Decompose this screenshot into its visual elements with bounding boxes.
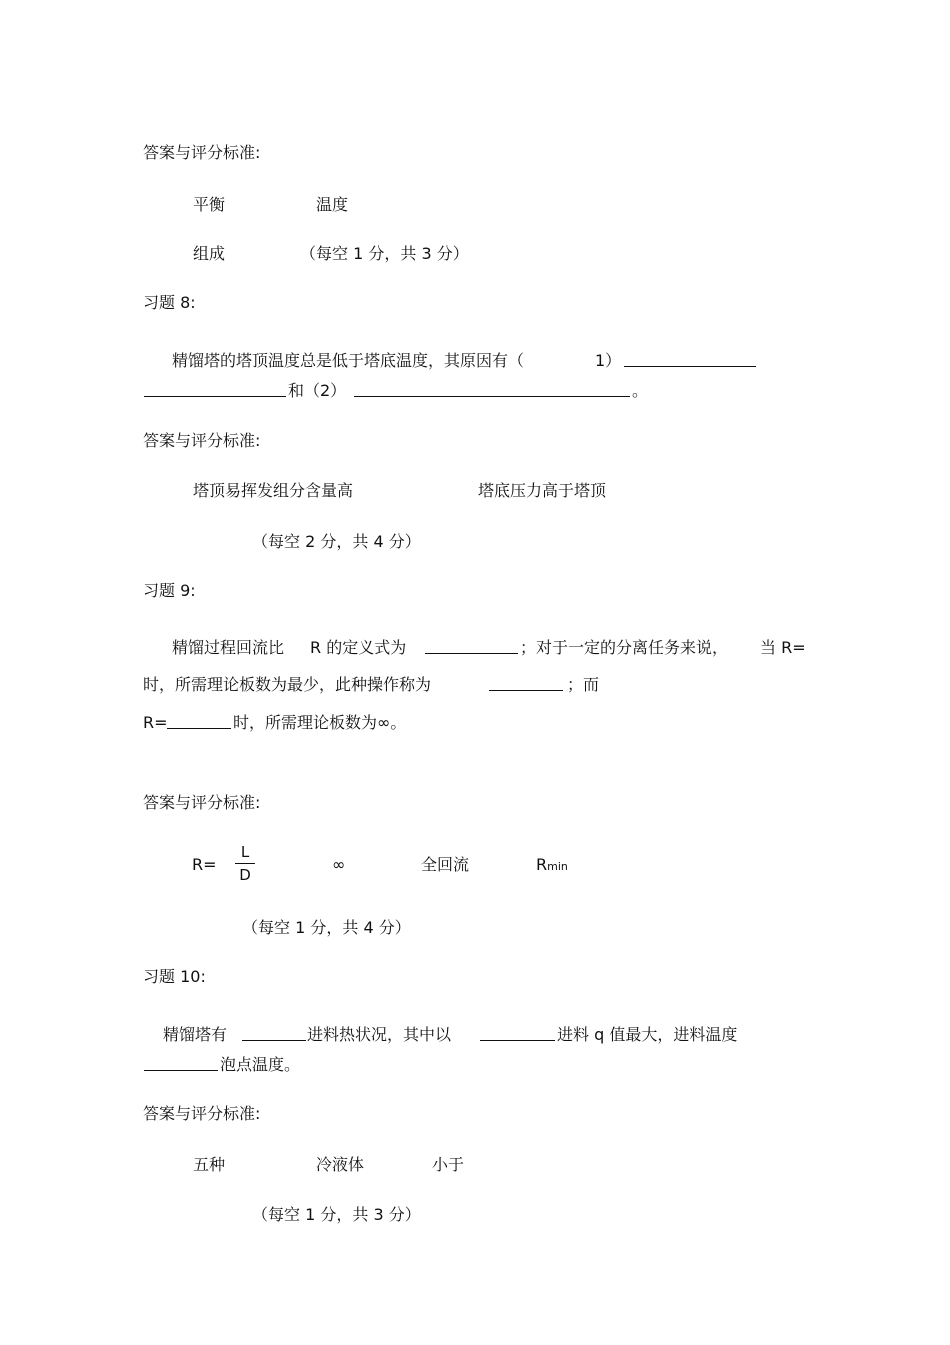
question-text-part: 和（2） <box>288 381 347 400</box>
question-text-part: 泡点温度。 <box>220 1055 301 1074</box>
answer-item: 温度 <box>316 195 349 214</box>
answer-item: 组成 <box>193 244 226 263</box>
answer-blank <box>144 1055 218 1076</box>
answer-item: 全回流 <box>421 855 470 874</box>
answer-blank <box>242 1025 306 1046</box>
question-text-part: 。 <box>632 381 649 400</box>
answer-item: ∞ <box>332 855 346 874</box>
answer-blank <box>489 675 563 696</box>
question-text-part: R= <box>143 713 168 732</box>
question-text-part: 进料 q 值最大，进料温度 <box>557 1025 738 1044</box>
question-text-part: 进料热状况，其中以 <box>307 1025 452 1044</box>
fraction-denominator: D <box>239 866 251 884</box>
answer-item: R= <box>192 855 217 874</box>
answer-header: 答案与评分标准: <box>143 1104 261 1123</box>
question-text-part: R 的定义式为 <box>310 638 407 657</box>
score-note: （每空 1 分，共 3 分） <box>300 244 469 263</box>
question-text-part: 时，所需理论板数为∞。 <box>233 713 407 732</box>
answer-blank <box>144 381 286 402</box>
fraction-bar <box>235 863 255 864</box>
answer-item: 五种 <box>193 1155 226 1174</box>
answer-item: 塔底压力高于塔顶 <box>478 481 607 500</box>
question-text-part: 精馏塔有 <box>163 1025 228 1044</box>
answer-blank <box>167 713 231 734</box>
score-note: （每空 1 分，共 4 分） <box>242 918 411 937</box>
question-title: 习题 8: <box>143 293 196 312</box>
answer-header: 答案与评分标准: <box>143 793 261 812</box>
answer-blank <box>480 1025 555 1046</box>
answer-blank <box>425 638 518 659</box>
question-text-part: 当 R= <box>760 638 806 657</box>
answer-header: 答案与评分标准: <box>143 143 261 162</box>
question-text-part: ；对于一定的分离任务来说， <box>520 638 729 657</box>
answer-header: 答案与评分标准: <box>143 431 261 450</box>
r-symbol: R <box>536 855 548 874</box>
question-text-part: 精馏塔的塔顶温度总是低于塔底温度，其原因有（ <box>172 351 525 370</box>
answer-blank <box>624 351 756 372</box>
r-subscript: min <box>547 860 568 873</box>
score-note: （每空 1 分，共 3 分） <box>252 1205 421 1224</box>
blank-number: 1） <box>595 351 622 370</box>
answer-item: 冷液体 <box>316 1155 365 1174</box>
answer-item: 小于 <box>432 1155 465 1174</box>
score-note: （每空 2 分，共 4 分） <box>252 532 421 551</box>
question-title: 习题 9: <box>143 581 196 600</box>
question-text-part: ；而 <box>567 675 600 694</box>
answer-item: 塔顶易挥发组分含量高 <box>193 481 354 500</box>
question-title: 习题 10: <box>143 967 206 986</box>
answer-blank <box>354 381 630 402</box>
question-text-part: 精馏过程回流比 <box>172 638 285 657</box>
fraction-l-over-d <box>235 843 255 884</box>
answer-item: 平衡 <box>193 195 226 214</box>
fraction-numerator: L <box>240 843 250 861</box>
question-text-part: 时，所需理论板数为最少，此种操作称为 <box>143 675 432 694</box>
answer-item <box>536 855 568 877</box>
question-text <box>172 351 524 371</box>
